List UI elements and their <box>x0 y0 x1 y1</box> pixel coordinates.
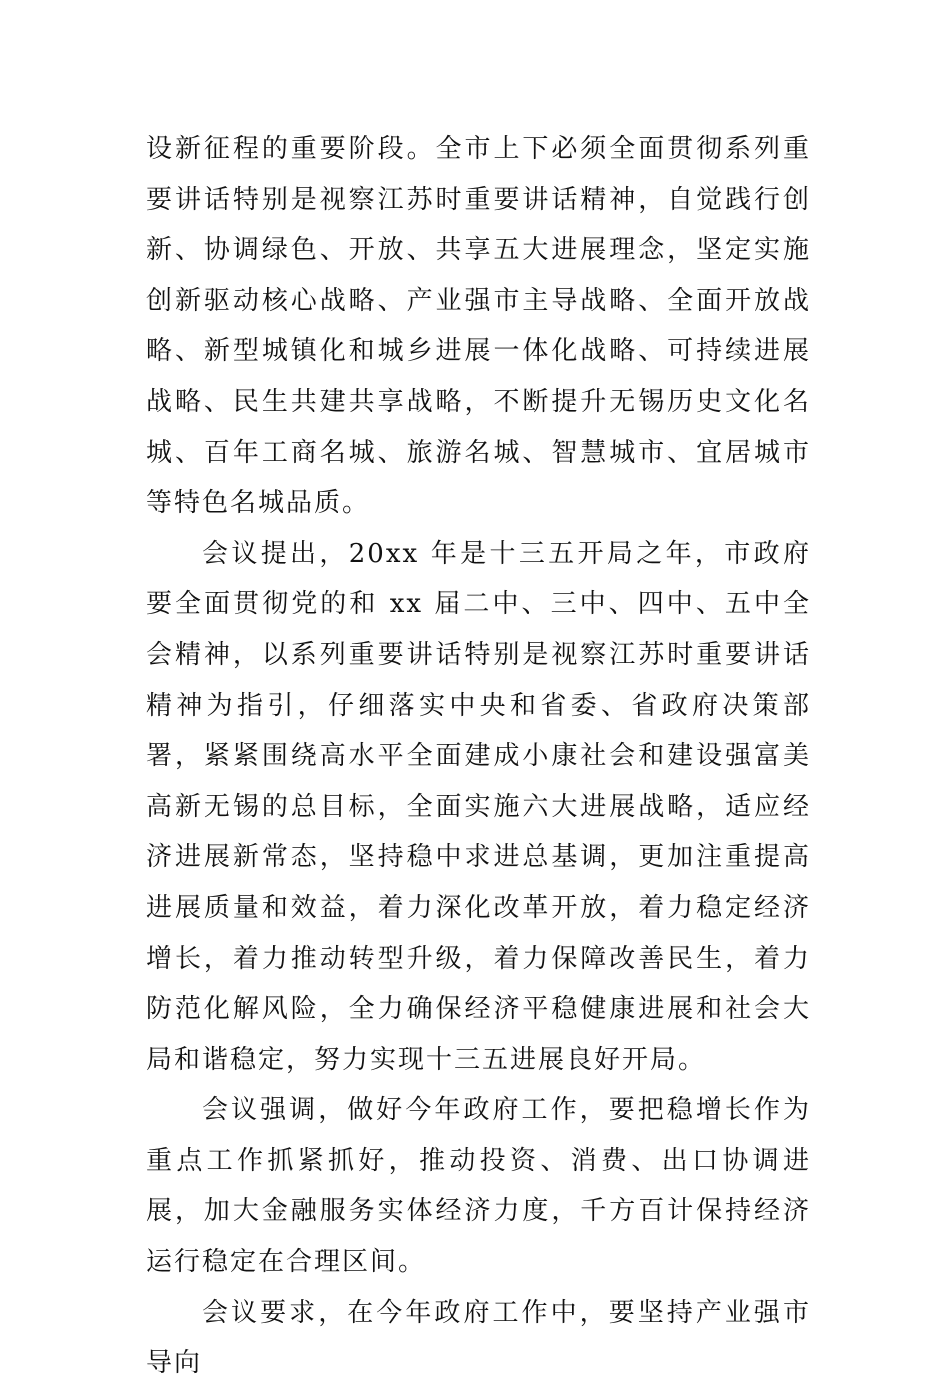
document-body <box>146 124 811 1389</box>
paragraph-meeting-requirement: 会议要求，在今年政府工作中，要坚持产业强市导向 <box>146 1297 811 1379</box>
paragraph-meeting-proposal: 会议提出，20xx 年是十三五开局之年，市政府要全面贯彻党的和 xx 届二中、三中、四中、五中全会精神，以系列重要讲话特别是视察江苏时重要讲话精神为指引，仔细落实中央和省委、省政府决策部署，紧紧围绕高水平全面建成小康社会和建设强富美高新无锡的总目标，全面实施六大进展战略，适应经济进展新常态，坚持稳中求进总基调，更加注重提高进展质量和效益，着力深化改革开放，着力稳定经济增长，着力推动转型升级，着力保障改善民生，着力防范化解风险，全力确保经济平稳健康进展和社会大局和谐稳定，努力实现十三五进展良好开局。 <box>146 538 811 1075</box>
paragraph-continuation: 设新征程的重要阶段。全市上下必须全面贯彻系列重要讲话特别是视察江苏时重要讲话精神，自觉践行创新、协调绿色、开放、共享五大进展理念，坚定实施创新驱动核心战略、产业强市主导战略、全面开放战略、新型城镇化和城乡进展一体化战略、可持续进展战略、民生共建共享战略，不断提升无锡历史文化名城、百年工商名城、旅游名城、智慧城市、宜居城市等特色名城品质。 <box>146 134 811 519</box>
paragraph-meeting-emphasis: 会议强调，做好今年政府工作，要把稳增长作为重点工作抓紧抓好，推动投资、消费、出口协调进展，加大金融服务实体经济力度，千方百计保持经济运行稳定在合理区间。 <box>146 1095 811 1278</box>
